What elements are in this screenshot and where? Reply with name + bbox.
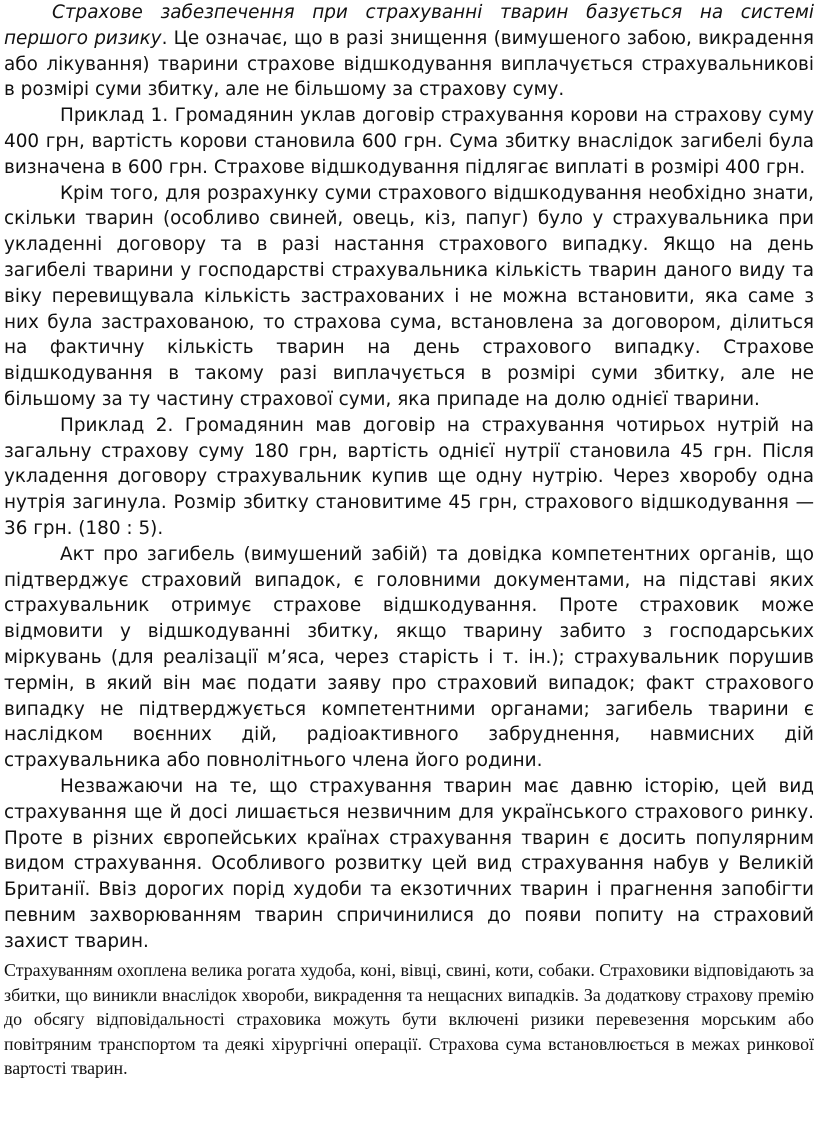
paragraph-history: Незважаючи на те, що страхування тварин має давню історію, цей вид страхування ще й досі лишається незвичним для українського страхового ринку. Проте в різних європейських країнах страхування тварин є досить популярним видом страхування. Особливого розвитку цей вид страхування набув у Великій Британії. Ввіз дорогих порід худоби та екзотичних тварин і прагнення запобігти певним захворюванням тварин спричинилися до появи попиту на страховий захист тварин. [4,775,814,952]
paragraph-example-2: Приклад 2. Громадянин мав договір на страхування чотирьох нутрій на загальну страхову суму 180 грн, вартість однієї нутрії становила 45 грн. Після укладення договору страхувальник купив ще одну нутрію. Через хворобу одна нутрія загинула. Розмір збитку становитиме 45 грн, страхового відшкодування — 36 грн. (180 : 5). [4,414,814,539]
paragraph-coverage: Страхуванням охоплена велика рогата худоба, коні, вівці, свині, коти, собаки. Страховики відповідають за збитки, що виникли внаслідок хвороби, викрадення та нещасних випадків. За додаткову страхову премію до обсягу відповідальності страховика можуть бути включені ризики перевезення морським або повітряним транспортом та деякі хірургічні операції. Страхова сума встановлюється в межах ринкової вартості тварин. [4,960,814,1079]
paragraph-example-1: Приклад 1. Громадянин уклав договір страхування корови на страхову суму 400 грн, вартість корови становила 600 грн. Сума збитку внаслідок загибелі була визначена в 600 грн. Страхове відшкодування підлягає виплаті в розмірі 400 грн. [4,105,814,178]
italic-lead: Страхове забезпечення при страхуванні тварин базується на системі першого ризику [4,2,814,49]
paragraph-first-risk [4,0,814,103]
paragraph-documents: Акт про загибель (вимушений забій) та довідка компетентних органів, що підтверджує страховий випадок, є головними документами, на підставі яких страхувальник отримує страхове відшкодування. Проте страховик може відмовити у відшкодуванні збитку, якщо тварину забито з господарських міркувань (для реалізації м’яса, через старість і т. ін.); страхувальник порушив термін, в який він має подати заяву про страховий випадок; факт страхового випадку не підтверджується компетентними органами; загибель тварини є наслідком воєнних дій, радіоактивного забруднення, навмисних дій страхувальника або повнолітнього члена його родини. [4,543,814,772]
paragraph-calculation: Крім того, для розрахунку суми страхового відшкодування необхідно знати, скільки тварин (особливо свиней, овець, кіз, папуг) було у страхувальника при укладенні договору та в разі настання страхового випадку. Якщо на день загибелі тварини у господарстві страхувальника кількість тварин даного виду та віку перевищувала кількість застрахованих і не можна встановити, яка саме з них була застрахованою, то страхова сума, встановлена за договором, ділиться на фактичну кількість тварин на день страхового випадку. Страхове відшкодування в такому разі виплачується в розмірі суми збитку, але не більшому за ту частину страхової суми, яка припаде на долю однієї тварини. [4,182,814,410]
paragraph-text: . Це означає, що в разі знищення (вимушеного забою, викрадення або лікування) тварини страхове відшкодування виплачується страхувальникові в розмірі суми збитку, але не більшому за страхову суму. [4,27,814,101]
